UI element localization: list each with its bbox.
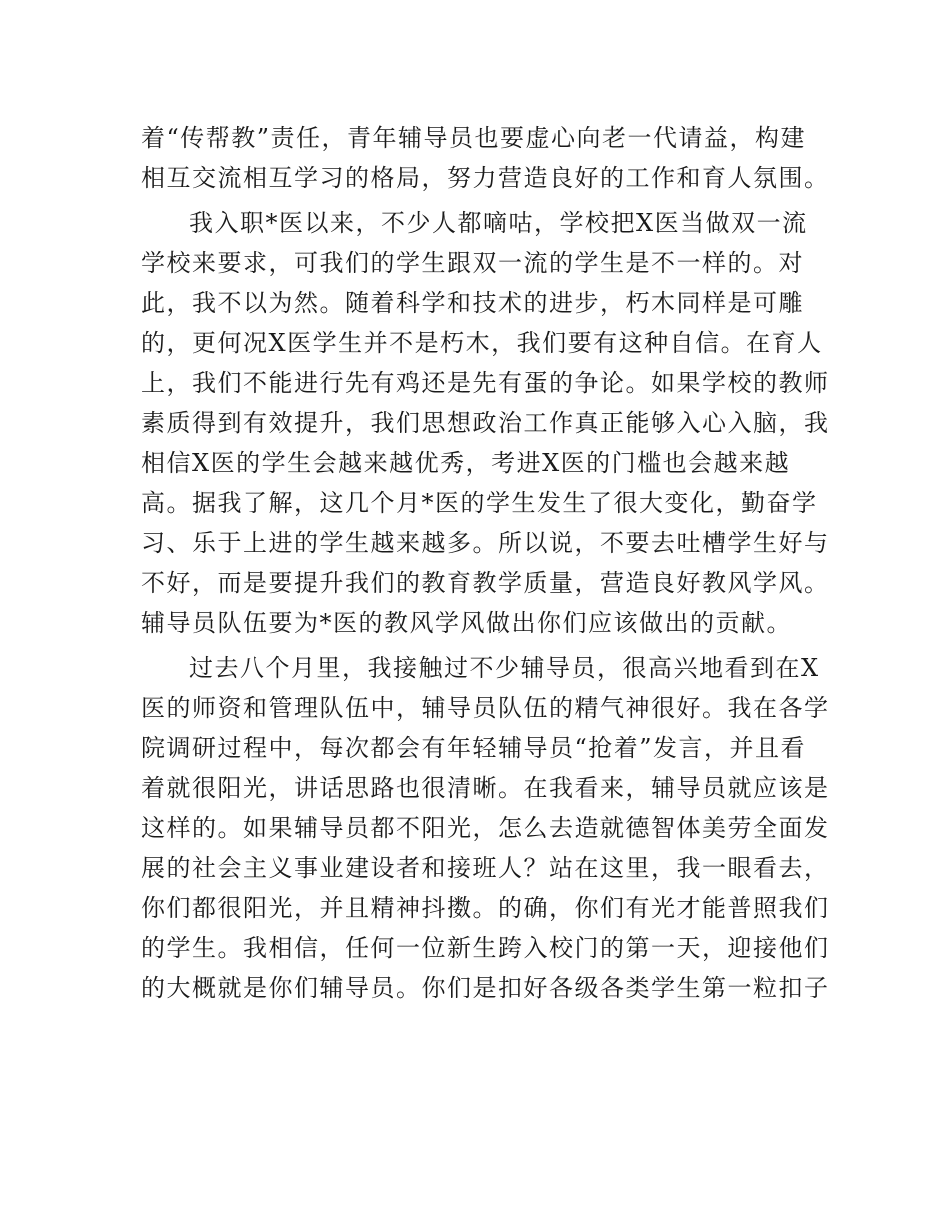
document-body <box>141 118 830 1008</box>
text-line: 上，我们不能进行先有鸡还是先有蛋的争论。如果学校的教师 <box>141 369 830 397</box>
text-line: 相互交流相互学习的格局，努力营造良好的工作和育人氛围。 <box>141 164 830 192</box>
text-line: 辅导员队伍要为*医的教风学风做出你们应该做出的贡献。 <box>141 609 792 637</box>
paragraph-1 <box>141 118 830 198</box>
text-line: 素质得到有效提升，我们思想政治工作真正能够入心入脑，我 <box>141 409 830 437</box>
text-line: 学校来要求，可我们的学生跟双一流的学生是不一样的。对 <box>141 249 804 277</box>
text-line: 此，我不以为然。随着科学和技术的进步，朽木同样是可雕 <box>141 289 804 317</box>
text-line: 我入职*医以来，不少人都嘀咕，学校把X医当做双一流 <box>189 209 808 237</box>
text-line: 相信X医的学生会越来越优秀，考进X医的门槛也会越来越 <box>141 449 791 477</box>
paragraph-2 <box>141 203 830 643</box>
text-line: 你们都很阳光，并且精神抖擞。的确，你们有光才能普照我们 <box>141 894 830 922</box>
text-line: 过去八个月里，我接触过不少辅导员，很高兴地看到在X <box>189 654 820 682</box>
text-line: 的学生。我相信，任何一位新生跨入校门的第一天，迎接他们 <box>141 934 830 962</box>
text-line: 的大概就是你们辅导员。你们是扣好各级各类学生第一粒扣子 <box>141 974 830 1002</box>
text-line: 医的师资和管理队伍中，辅导员队伍的精气神很好。我在各学 <box>141 694 830 722</box>
text-line: 这样的。如果辅导员都不阳光，怎么去造就德智体美劳全面发 <box>141 814 830 842</box>
text-line: 不好，而是要提升我们的教育教学质量，营造良好教风学风。 <box>141 569 830 597</box>
text-line: 着就很阳光，讲话思路也很清晰。在我看来，辅导员就应该是 <box>141 774 830 802</box>
text-line: 的，更何况X医学生并不是朽木，我们要有这种自信。在育人 <box>141 329 823 357</box>
paragraph-3 <box>141 648 830 1008</box>
text-line: 习、乐于上进的学生越来越多。所以说，不要去吐槽学生好与 <box>141 529 830 557</box>
text-line: 着“传帮教”责任，青年辅导员也要虚心向老一代请益，构建 <box>141 124 807 152</box>
text-line: 院调研过程中，每次都会有年轻辅导员“抢着”发言，并且看 <box>141 734 807 762</box>
text-line: 展的社会主义事业建设者和接班人？站在这里，我一眼看去， <box>141 854 830 882</box>
text-line: 高。据我了解，这几个月*医的学生发生了很大变化，勤奋学 <box>141 489 818 517</box>
